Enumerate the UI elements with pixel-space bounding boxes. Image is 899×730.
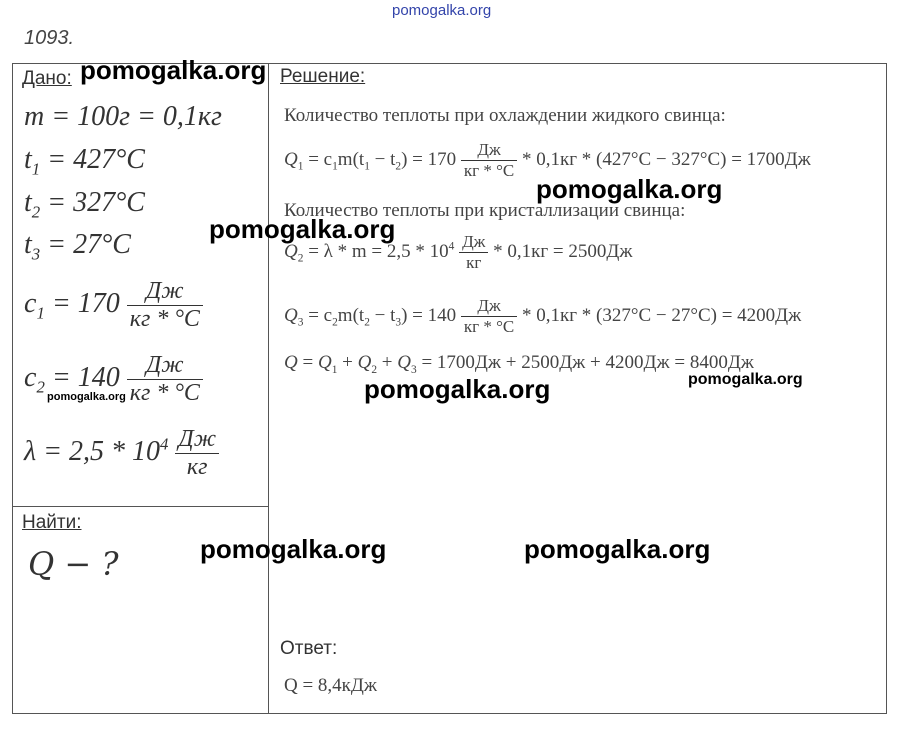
- given-t3: $t_3 = 27^\circ C$: [24, 229, 131, 264]
- watermark: pomogalka.org: [536, 174, 723, 204]
- answer-value: Q = 8,4кДж: [284, 675, 378, 696]
- given-t1: $t_1 = 427^\circ C$: [24, 144, 145, 179]
- equation-q2: $Q_2 = \lambda * m = 2,5 * 10^4$ $\frac{Дж}{кг}$ * 0,1кг = 2500Дж: [284, 232, 633, 272]
- solution-text-cooling: Количество теплоты при охлаждении жидкого свинца:: [284, 105, 726, 126]
- equation-q3: $Q_3 = c_2m(t_2 - t_3) = 140$ $\frac{Дж}{кг * ^\circ C}$ * 0,1кг * (327°C − 27°C) = 4200Дж: [284, 296, 802, 336]
- watermark: pomogalka.org: [47, 391, 126, 403]
- answer-label: Ответ:: [280, 638, 338, 659]
- given-lambda: $\lambda = 2,5 * 10^4$ $\frac{Дж}{кг}$: [24, 426, 219, 481]
- equation-q1: $Q_1 = c_1m(t_1 - t_2) = 170$ $\frac{Дж}{кг * ^\circ C}$ * 0,1кг * (427°C − 327°C) = 1700Дж: [284, 140, 811, 180]
- site-link[interactable]: pomogalka.org: [392, 2, 492, 19]
- problem-number: 1093.: [24, 27, 75, 49]
- given-c1: $c_1 = 170$ $\frac{Дж}{кг * ^\circ C}$: [24, 278, 203, 333]
- watermark: pomogalka.org: [209, 214, 396, 244]
- column-divider: [268, 63, 269, 714]
- solution-label: Решение:: [280, 66, 366, 87]
- watermark: pomogalka.org: [688, 371, 803, 388]
- watermark: pomogalka.org: [200, 534, 387, 564]
- solution-text-crystallization: Количество теплоты при кристаллизации свинца:: [284, 200, 686, 221]
- given-find-divider: [12, 506, 269, 507]
- given-t2: $t_2 = 327^\circ C$: [24, 187, 145, 222]
- equation-total: $Q = Q_1 + Q_2 + Q_3 = 1700Дж + 2500Дж + 4200Дж = 8400Дж$: [284, 352, 754, 376]
- watermark: pomogalka.org: [364, 374, 551, 404]
- given-c2: $c_2 = 140$ $\frac{Дж}{кг * ^\circ C}$: [24, 352, 203, 407]
- find-label: Найти:: [22, 512, 82, 533]
- find-question: Q − ?: [28, 545, 119, 583]
- given-label: Дано:: [22, 68, 72, 89]
- given-mass: m = 100г = 0,1кг: [24, 101, 222, 132]
- watermark: pomogalka.org: [524, 534, 711, 564]
- watermark: pomogalka.org: [80, 55, 267, 85]
